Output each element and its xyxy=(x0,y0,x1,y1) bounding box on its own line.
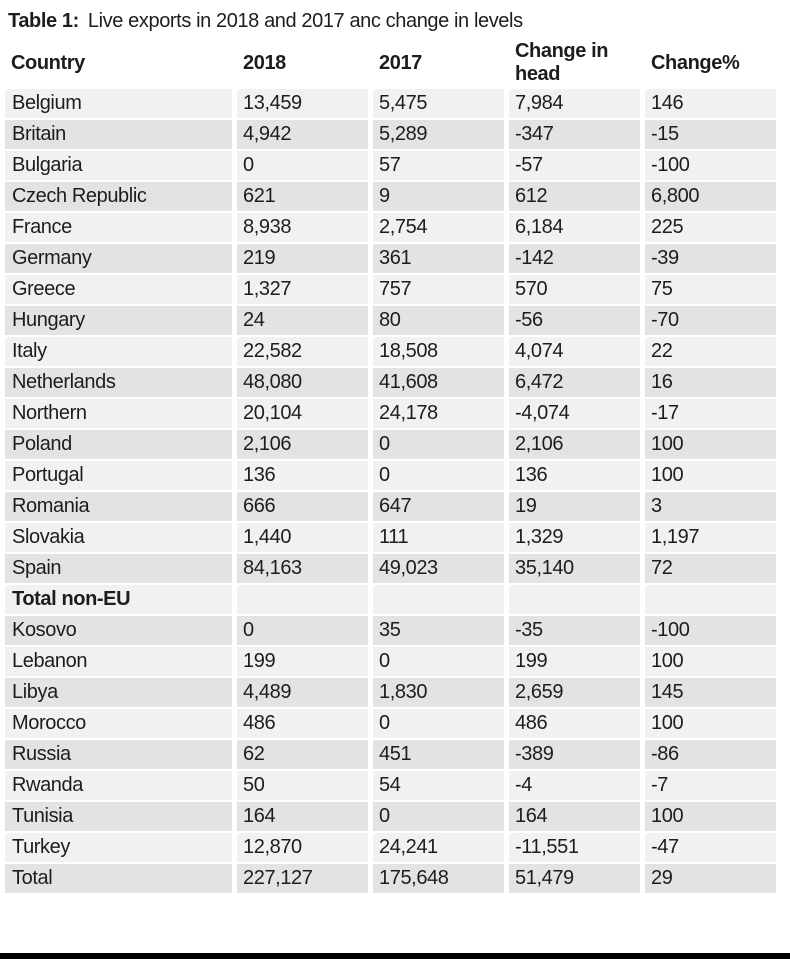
table-row xyxy=(5,244,776,273)
cell-country: Total xyxy=(5,864,232,893)
table-row xyxy=(5,89,776,118)
cell-country: Portugal xyxy=(5,461,232,490)
table-row xyxy=(5,120,776,149)
cell-2017: 647 xyxy=(373,492,504,521)
cell-country: Germany xyxy=(5,244,232,273)
cell-change-in-head: 2,659 xyxy=(509,678,640,707)
cell-change-in-head: 6,184 xyxy=(509,213,640,242)
cell-2017: 9 xyxy=(373,182,504,211)
table-row xyxy=(5,182,776,211)
table-row xyxy=(5,151,776,180)
cell-2017: 0 xyxy=(373,709,504,738)
cell-change-pct: -47 xyxy=(645,833,776,862)
cell-change-in-head: 1,329 xyxy=(509,523,640,552)
cell-country: Lebanon xyxy=(5,647,232,676)
cell-change-in-head: 612 xyxy=(509,182,640,211)
cell-change-pct: 100 xyxy=(645,802,776,831)
cell-change-pct: 72 xyxy=(645,554,776,583)
cell-change-pct: 3 xyxy=(645,492,776,521)
cell-2017 xyxy=(373,585,504,614)
cell-change-in-head: -4,074 xyxy=(509,399,640,428)
column-header-country: Country xyxy=(5,39,232,87)
table-row xyxy=(5,492,776,521)
cell-change-in-head: 486 xyxy=(509,709,640,738)
table-row xyxy=(5,833,776,862)
cell-2017: 451 xyxy=(373,740,504,769)
table-row xyxy=(5,554,776,583)
table-row xyxy=(5,461,776,490)
table-header-row xyxy=(5,39,776,87)
cell-country: Spain xyxy=(5,554,232,583)
cell-country: Libya xyxy=(5,678,232,707)
cell-country: Tunisia xyxy=(5,802,232,831)
cell-country: France xyxy=(5,213,232,242)
cell-change-in-head: 199 xyxy=(509,647,640,676)
cell-2018: 1,440 xyxy=(237,523,368,552)
cell-2017: 18,508 xyxy=(373,337,504,366)
cell-country: Belgium xyxy=(5,89,232,118)
cell-change-pct: -7 xyxy=(645,771,776,800)
cell-change-pct: 100 xyxy=(645,647,776,676)
cell-change-in-head: 2,106 xyxy=(509,430,640,459)
cell-2018: 62 xyxy=(237,740,368,769)
table-row xyxy=(5,864,776,893)
table-row xyxy=(5,802,776,831)
cell-country: Poland xyxy=(5,430,232,459)
cell-2017: 175,648 xyxy=(373,864,504,893)
cell-2017: 24,241 xyxy=(373,833,504,862)
cell-country: Rwanda xyxy=(5,771,232,800)
cell-country: Russia xyxy=(5,740,232,769)
cell-change-in-head: 35,140 xyxy=(509,554,640,583)
cell-2018: 2,106 xyxy=(237,430,368,459)
cell-2018: 666 xyxy=(237,492,368,521)
cell-2018: 0 xyxy=(237,616,368,645)
cell-change-in-head: 164 xyxy=(509,802,640,831)
cell-2017: 5,475 xyxy=(373,89,504,118)
cell-change-pct: 75 xyxy=(645,275,776,304)
cell-change-in-head: 6,472 xyxy=(509,368,640,397)
cell-country: Northern xyxy=(5,399,232,428)
cell-country: Greece xyxy=(5,275,232,304)
cell-2018 xyxy=(237,585,368,614)
cell-change-pct: 29 xyxy=(645,864,776,893)
cell-change-in-head: -57 xyxy=(509,151,640,180)
cell-change-in-head: 4,074 xyxy=(509,337,640,366)
cell-2017: 80 xyxy=(373,306,504,335)
cell-change-pct: 145 xyxy=(645,678,776,707)
cell-2018: 621 xyxy=(237,182,368,211)
column-header-2017: 2017 xyxy=(373,39,504,87)
cell-2018: 20,104 xyxy=(237,399,368,428)
cell-2018: 4,942 xyxy=(237,120,368,149)
table-row xyxy=(5,523,776,552)
cell-2018: 0 xyxy=(237,151,368,180)
cell-2017: 49,023 xyxy=(373,554,504,583)
table-title xyxy=(0,0,790,33)
cell-2018: 486 xyxy=(237,709,368,738)
cell-2017: 2,754 xyxy=(373,213,504,242)
cell-change-in-head: -4 xyxy=(509,771,640,800)
table-row xyxy=(5,430,776,459)
cell-change-pct: -39 xyxy=(645,244,776,273)
cell-country: Hungary xyxy=(5,306,232,335)
cell-country: Morocco xyxy=(5,709,232,738)
cell-change-pct: -100 xyxy=(645,616,776,645)
cell-2017: 57 xyxy=(373,151,504,180)
cell-change-pct: -70 xyxy=(645,306,776,335)
cell-country: Britain xyxy=(5,120,232,149)
cell-change-pct: -86 xyxy=(645,740,776,769)
table-row xyxy=(5,368,776,397)
cell-2018: 50 xyxy=(237,771,368,800)
cell-country: Kosovo xyxy=(5,616,232,645)
cell-change-pct: 100 xyxy=(645,430,776,459)
cell-2018: 8,938 xyxy=(237,213,368,242)
cell-country: Romania xyxy=(5,492,232,521)
cell-2017: 1,830 xyxy=(373,678,504,707)
cell-2018: 219 xyxy=(237,244,368,273)
cell-2017: 0 xyxy=(373,802,504,831)
cell-change-pct: 100 xyxy=(645,709,776,738)
cell-change-pct: -100 xyxy=(645,151,776,180)
cell-change-pct: 1,197 xyxy=(645,523,776,552)
cell-2017: 361 xyxy=(373,244,504,273)
table-row xyxy=(5,616,776,645)
cell-2017: 5,289 xyxy=(373,120,504,149)
cell-change-pct: -17 xyxy=(645,399,776,428)
cell-country: Total non-EU xyxy=(5,585,232,614)
table-row xyxy=(5,337,776,366)
cell-2017: 35 xyxy=(373,616,504,645)
cell-2017: 24,178 xyxy=(373,399,504,428)
column-header-2018: 2018 xyxy=(237,39,368,87)
cell-change-in-head xyxy=(509,585,640,614)
table-row xyxy=(5,585,776,614)
cell-country: Bulgaria xyxy=(5,151,232,180)
cell-change-pct xyxy=(645,585,776,614)
cell-change-pct: 146 xyxy=(645,89,776,118)
table-row xyxy=(5,740,776,769)
cell-2018: 48,080 xyxy=(237,368,368,397)
bottom-rule xyxy=(0,953,790,959)
cell-change-in-head: 7,984 xyxy=(509,89,640,118)
cell-2017: 0 xyxy=(373,430,504,459)
cell-change-in-head: 51,479 xyxy=(509,864,640,893)
cell-change-pct: -15 xyxy=(645,120,776,149)
cell-2018: 136 xyxy=(237,461,368,490)
cell-change-in-head: -56 xyxy=(509,306,640,335)
cell-2018: 24 xyxy=(237,306,368,335)
cell-country: Turkey xyxy=(5,833,232,862)
cell-change-in-head: -35 xyxy=(509,616,640,645)
cell-change-in-head: -11,551 xyxy=(509,833,640,862)
table-row xyxy=(5,275,776,304)
cell-change-pct: 6,800 xyxy=(645,182,776,211)
cell-country: Slovakia xyxy=(5,523,232,552)
cell-change-pct: 22 xyxy=(645,337,776,366)
cell-country: Netherlands xyxy=(5,368,232,397)
table-row xyxy=(5,771,776,800)
table-row xyxy=(5,678,776,707)
cell-2018: 22,582 xyxy=(237,337,368,366)
cell-2017: 0 xyxy=(373,461,504,490)
column-header-change-in-head: Change in head xyxy=(509,39,640,87)
table-row xyxy=(5,399,776,428)
cell-2018: 199 xyxy=(237,647,368,676)
cell-change-in-head: -389 xyxy=(509,740,640,769)
cell-2018: 1,327 xyxy=(237,275,368,304)
cell-2018: 4,489 xyxy=(237,678,368,707)
cell-2017: 54 xyxy=(373,771,504,800)
table-row xyxy=(5,647,776,676)
cell-2018: 13,459 xyxy=(237,89,368,118)
cell-change-pct: 100 xyxy=(645,461,776,490)
cell-2017: 0 xyxy=(373,647,504,676)
table-row xyxy=(5,709,776,738)
exports-table xyxy=(0,37,781,895)
cell-change-pct: 16 xyxy=(645,368,776,397)
cell-change-in-head: 136 xyxy=(509,461,640,490)
table-row xyxy=(5,213,776,242)
table-row xyxy=(5,306,776,335)
cell-change-in-head: 19 xyxy=(509,492,640,521)
cell-2018: 84,163 xyxy=(237,554,368,583)
cell-country: Czech Republic xyxy=(5,182,232,211)
cell-change-in-head: -347 xyxy=(509,120,640,149)
cell-change-in-head: -142 xyxy=(509,244,640,273)
table-title-label: Table 1: xyxy=(8,10,79,32)
cell-change-pct: 225 xyxy=(645,213,776,242)
cell-2017: 41,608 xyxy=(373,368,504,397)
cell-2018: 227,127 xyxy=(237,864,368,893)
cell-2018: 12,870 xyxy=(237,833,368,862)
cell-2017: 757 xyxy=(373,275,504,304)
table-title-text: Live exports in 2018 and 2017 anc change in levels xyxy=(87,10,523,32)
cell-country: Italy xyxy=(5,337,232,366)
cell-2017: 111 xyxy=(373,523,504,552)
column-header-change-pct: Change% xyxy=(645,39,776,87)
table-body xyxy=(5,89,776,893)
cell-change-in-head: 570 xyxy=(509,275,640,304)
cell-2018: 164 xyxy=(237,802,368,831)
